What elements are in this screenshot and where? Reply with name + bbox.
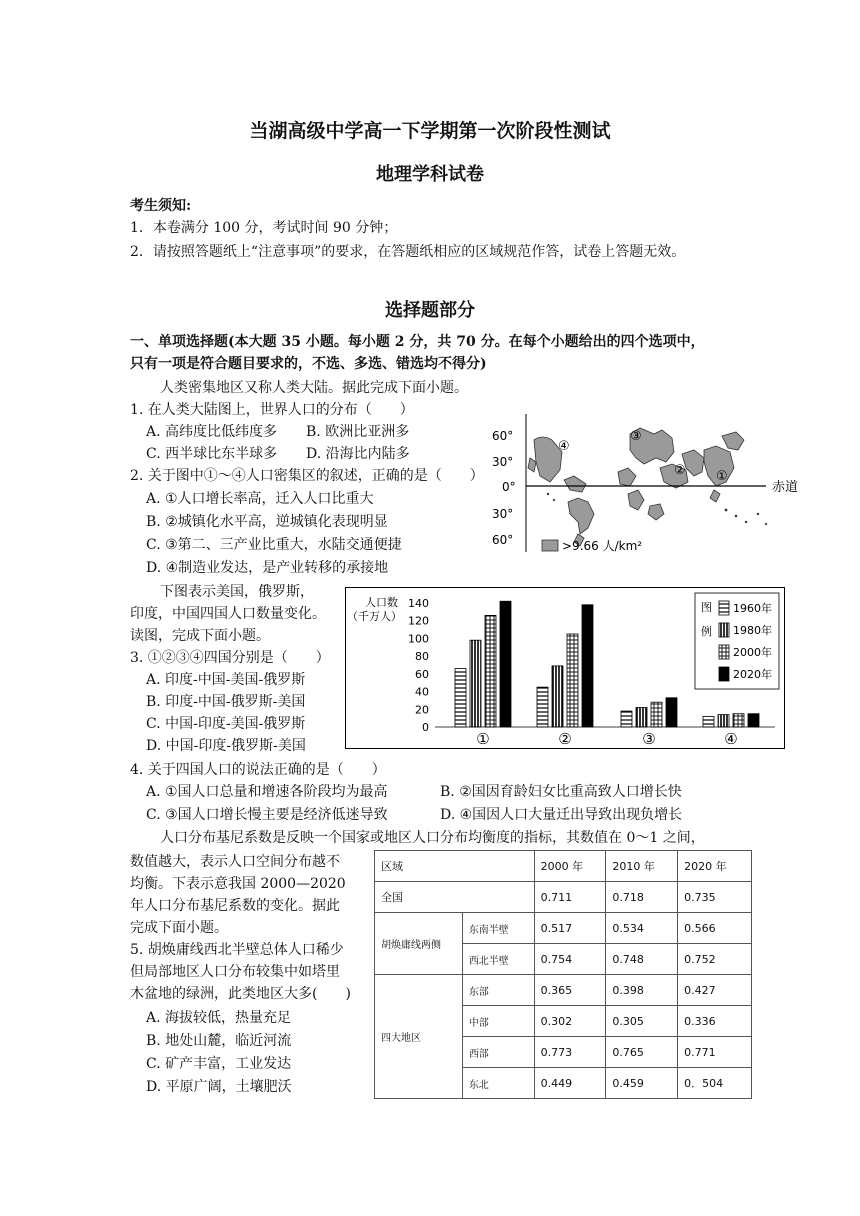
bar-4-1980年: [718, 715, 729, 727]
cell: 0.754: [534, 944, 606, 975]
q5-stem-1: 5. 胡焕庸线西北半壁总体人口稀少: [130, 942, 344, 958]
cell: 0.771: [678, 1037, 752, 1068]
q4-option-c: C. ③国人口增长慢主要是经济低迷导致: [146, 807, 388, 823]
cell: 0.305: [606, 1006, 678, 1037]
legend-swatch-1960年: [719, 601, 729, 615]
table-row: [375, 882, 752, 913]
q2-option-c: C. ③第二、三产业比重大，水陆交通便捷: [146, 537, 402, 553]
cell: 0.517: [534, 913, 606, 944]
legend-title-2: 例: [701, 625, 712, 638]
bar-2-2020年: [582, 605, 593, 727]
bar-2-2000年: [567, 634, 578, 727]
group2-intro-2: 印度，中国四国人口数量变化。: [130, 606, 326, 622]
table-row: [375, 913, 752, 944]
cell: 0.748: [606, 944, 678, 975]
q1-stem: 1. 在人类大陆图上，世界人口的分布（ ）: [130, 402, 414, 418]
bar-1-2020年: [500, 601, 511, 727]
lat-label-60s: 60°: [492, 533, 514, 547]
q5-option-c: C. 矿产丰富，工业发达: [146, 1056, 292, 1072]
q3-stem: 3. ①②③④四国分别是（ ）: [130, 650, 330, 666]
cell: 0.534: [606, 913, 678, 944]
region-label-1: ①: [716, 469, 728, 484]
q2-option-b: B. ②城镇化水平高，逆城镇化表现明显: [146, 514, 388, 530]
legend-text: >9.66 人/km²: [562, 539, 643, 553]
section-title: 选择题部分: [385, 300, 475, 321]
q1-option-c: C. 西半球比东半球多: [146, 446, 278, 462]
lat-label-0: 0°: [502, 480, 516, 494]
bar-3-1980年: [636, 708, 647, 727]
cell: 0.398: [606, 975, 678, 1006]
table-header-2020: 2020 年: [678, 851, 752, 882]
notice-heading: 考生须知:: [130, 198, 192, 214]
legend-swatch-2020年: [719, 667, 729, 681]
legend-title-1: 图: [701, 601, 712, 614]
bar-4-2000年: [733, 714, 744, 727]
x-category-label: ②: [558, 730, 572, 748]
row-sub-label: 中部: [462, 1006, 534, 1037]
population-density-map: [490, 410, 830, 565]
group3-intro-2: 数值越大，表示人口空间分布越不: [130, 854, 340, 870]
q1-option-a: A. 高纬度比低纬度多: [146, 424, 278, 440]
y-tick-label: 40: [415, 685, 429, 699]
lat-label-60n: 60°: [492, 429, 514, 443]
equator-label: 赤道: [772, 480, 799, 495]
cell: 0.336: [678, 1006, 752, 1037]
group2-intro-1: 下图表示美国，俄罗斯，: [160, 584, 314, 600]
q4-option-d: D. ④国因人口大量迁出导致出现负增长: [440, 807, 683, 823]
q2-option-d: D. ④制造业发达，是产业转移的承接地: [146, 560, 389, 576]
gini-table: [374, 850, 752, 1099]
cell: 0.427: [678, 975, 752, 1006]
q3-option-c: C. 中国-印度-美国-俄罗斯: [146, 716, 306, 732]
section-instructions-2: 只有一项是符合题目要求的，不选、多选、错选均不得分): [130, 356, 487, 372]
cell: 0.735: [678, 882, 752, 913]
section-instructions-1: 一、单项选择题(本大题 35 小题。每小题 2 分，共 70 分。在每个小题给出的四个选项中，: [130, 334, 705, 350]
cell: 0.773: [534, 1037, 606, 1068]
bar-2-1960年: [537, 687, 548, 727]
y-tick-label: 100: [408, 632, 429, 646]
row-sub-label: 西部: [462, 1037, 534, 1068]
row-group-label: 胡焕庸线两侧: [375, 913, 463, 975]
legend-swatch-1980年: [719, 623, 729, 637]
region-label-4: ④: [558, 439, 570, 454]
region-label-2: ②: [674, 463, 686, 478]
cell: 0.449: [534, 1068, 606, 1099]
row-group-label: 四大地区: [375, 975, 463, 1099]
bar-3-2020年: [666, 698, 677, 727]
q1-option-b: B. 欧洲比亚洲多: [306, 424, 410, 440]
x-category-label: ④: [724, 730, 738, 748]
notice-item-1: 1．本卷满分 100 分，考试时间 90 分钟；: [130, 220, 398, 236]
cell: 0.765: [606, 1037, 678, 1068]
cell: 0.718: [606, 882, 678, 913]
chart-ylabel-1: 人口数: [365, 596, 398, 609]
cell: 0.566: [678, 913, 752, 944]
q2-stem: 2. 关于图中①～④人口密集区的叙述，正确的是（ ）: [130, 468, 484, 484]
lat-label-30s: 30°: [492, 507, 514, 521]
table-header-2010: 2010 年: [606, 851, 678, 882]
legend-label: 1960年: [733, 602, 772, 615]
row-label: 全国: [375, 882, 535, 913]
x-category-label: ③: [642, 730, 656, 748]
cell: 0.365: [534, 975, 606, 1006]
y-tick-label: 80: [415, 650, 429, 664]
row-sub-label: 东北: [462, 1068, 534, 1099]
q1-option-d: D. 沿海比内陆多: [306, 446, 410, 462]
row-sub-label: 东南半壁: [462, 913, 534, 944]
q3-option-b: B. 印度-中国-俄罗斯-美国: [146, 694, 306, 710]
legend-label: 2020年: [733, 668, 772, 681]
cell: 0．504: [678, 1068, 752, 1099]
page-subtitle: 地理学科试卷: [376, 164, 484, 185]
table-header-row: [375, 851, 752, 882]
legend-label: 2000年: [733, 646, 772, 659]
bar-4-1960年: [703, 716, 714, 727]
row-sub-label: 东部: [462, 975, 534, 1006]
table-header-2000: 2000 年: [534, 851, 606, 882]
y-tick-label: 20: [415, 703, 429, 717]
q5-option-d: D. 平原广阔，土壤肥沃: [146, 1079, 292, 1095]
q4-option-a: A. ①国人口总量和增速各阶段均为最高: [146, 784, 388, 800]
page-title: 当湖高级中学高一下学期第一次阶段性测试: [249, 120, 611, 142]
group3-intro-4: 年人口分布基尼系数的变化。据此: [130, 898, 340, 914]
group3-intro-5: 完成下面小题。: [130, 920, 228, 936]
table-row: [375, 975, 752, 1006]
x-category-label: ①: [476, 730, 490, 748]
lat-label-30n: 30°: [492, 455, 514, 469]
legend-label: 1980年: [733, 624, 772, 637]
group3-intro-3: 均衡。下表示意我国 2000—2020: [130, 876, 346, 892]
y-tick-label: 120: [408, 614, 429, 628]
cell: 0.752: [678, 944, 752, 975]
population-bar-chart: [345, 587, 785, 749]
q5-option-b: B. 地处山麓，临近河流: [146, 1033, 292, 1049]
legend-swatch-2000年: [719, 645, 729, 659]
table-header-region: 区域: [375, 851, 535, 882]
q2-option-a: A. ①人口增长率高，迁入人口比重大: [146, 491, 374, 507]
q5-stem-3: 木盆地的绿洲，此类地区大多( ): [130, 986, 351, 1002]
bar-1-2000年: [485, 615, 496, 727]
bar-3-2000年: [651, 702, 662, 727]
y-tick-label: 0: [422, 721, 429, 734]
q5-option-a: A. 海拔较低，热量充足: [146, 1010, 292, 1026]
cell: 0.711: [534, 882, 606, 913]
group1-intro: 人类密集地区又称人类大陆。据此完成下面小题。: [160, 380, 468, 396]
bar-1-1980年: [470, 640, 481, 727]
region-label-3: ③: [630, 429, 642, 444]
q5-stem-2: 但局部地区人口分布较集中如塔里: [130, 964, 340, 980]
y-tick-label: 60: [415, 667, 429, 681]
row-sub-label: 西北半壁: [462, 944, 534, 975]
bar-2-1980年: [552, 666, 563, 727]
q3-option-a: A. 印度-中国-美国-俄罗斯: [146, 672, 306, 688]
q3-option-d: D. 中国-印度-俄罗斯-美国: [146, 738, 306, 754]
bar-4-2020年: [748, 714, 759, 727]
legend-swatch: [542, 540, 558, 551]
group2-intro-3: 读图，完成下面小题。: [130, 628, 270, 644]
chart-ylabel-2: （千万人）: [347, 610, 402, 623]
q4-stem: 4. 关于四国人口的说法正确的是（ ）: [130, 762, 386, 778]
notice-item-2: 2．请按照答题纸上“注意事项”的要求，在答题纸相应的区域规范作答，试卷上答题无效。: [130, 244, 686, 260]
group3-intro-1: 人口分布基尼系数是反映一个国家或地区人口分布均衡度的指标，其数值在 0～1 之间，: [160, 830, 705, 846]
bar-3-1960年: [621, 711, 632, 727]
bar-1-1960年: [455, 669, 466, 727]
q4-option-b: B. ②国因育龄妇女比重高致人口增长快: [440, 784, 682, 800]
cell: 0.459: [606, 1068, 678, 1099]
cell: 0.302: [534, 1006, 606, 1037]
y-tick-label: 140: [408, 597, 429, 610]
